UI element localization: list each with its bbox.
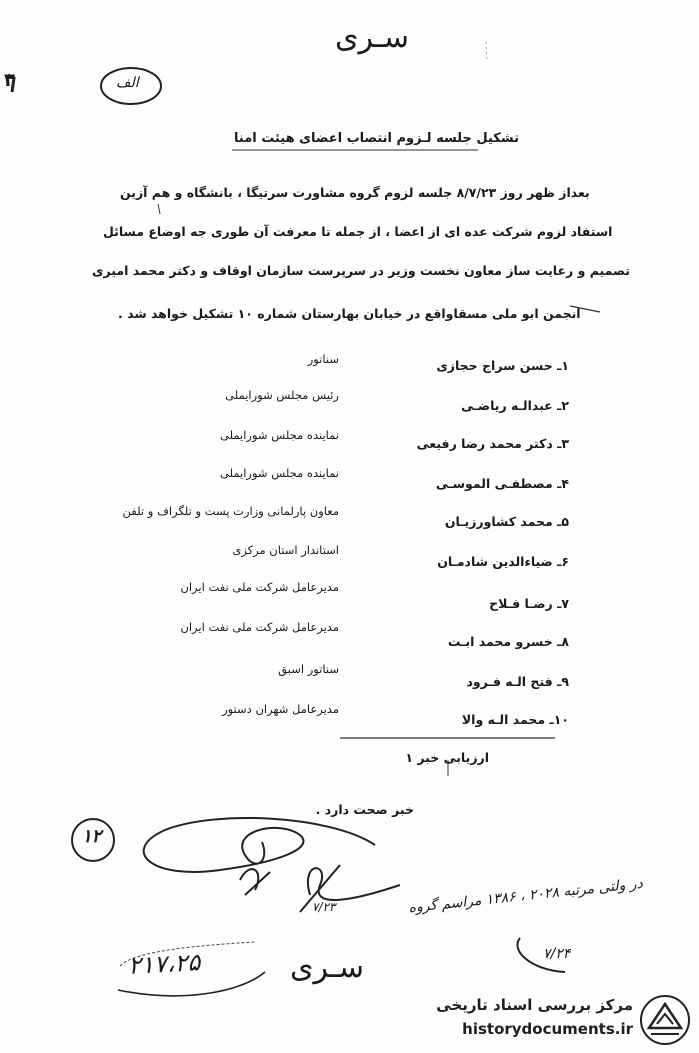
page-number: ۱۲ — [82, 826, 102, 847]
member-name: ۴ـ مصطفـی الموسـی — [435, 476, 569, 491]
member-name: ۵ـ محمد کشاورزیـان — [444, 514, 569, 529]
stamp-number: ۲۱۷،۲۵ — [127, 948, 201, 980]
member-role: مدیرعامل شهران دستور — [222, 702, 339, 716]
watermark-org-name: مرکز بررسی اسناد تاریخی — [436, 996, 633, 1014]
paragraph-line-4: انجمن ابو ملی مسقاواقع در خیابان بهارستان شماره ۱۰ تشکیل خواهد شد . — [118, 306, 581, 321]
member-role: نماینده مجلس شورایملی — [219, 428, 339, 442]
member-name: ۹ـ فتح الـه فـرود — [466, 674, 569, 689]
signature-loop — [144, 818, 375, 872]
member-role: نماینده مجلس شورایملی — [219, 466, 339, 480]
paragraph-line-2: استفاد لزوم شرکت عده ای از اعضا ، از جمله تا معرفت آن طوری جه اوضاع مسائل — [103, 224, 613, 239]
reference-label: الف — [116, 75, 139, 91]
member-name: ۷ـ رضـا فـلاح — [489, 596, 569, 611]
classification-top: سـری — [335, 20, 409, 55]
document-title: تشکیل جلسه لـزوم انتصاب اعضای هیئت امنا — [234, 131, 519, 146]
member-name: ۶ـ ضیاءالدین شادمـان — [437, 554, 569, 569]
closing-evaluation: ارزیابی خبر ۱ — [405, 750, 489, 765]
member-name: ۱۰ـ محمد الـه والا — [461, 712, 569, 727]
member-role: مدیرعامل شرکت ملی نفت ایران — [180, 620, 339, 634]
watermark — [410, 990, 695, 1048]
watermark-logo-icon — [639, 994, 691, 1046]
margin-number: ۲ — [4, 70, 15, 91]
paragraph-line-3: تصمیم و رعایت ساز معاون نخست وزیر در سرپرست سازمان اوقاف و دکتر محمد امیری — [92, 263, 630, 278]
member-role: معاون پارلمانی وزارت پست و تلگراف و تلفن — [122, 504, 339, 518]
member-role: مدیرعامل شرکت ملی نفت ایران — [180, 580, 339, 594]
note-date: ۷/۲۴ — [543, 946, 571, 962]
closing-confirmation: خبر صحت دارد . — [315, 802, 414, 817]
handwritten-note: در ولتی مرتبه ۲۰۲۸ ، ۱۳۸۶ مراسم گروه — [407, 875, 644, 917]
member-name: ۱ـ حسن سراج حجازی — [436, 358, 569, 373]
classification-bottom: سـری — [290, 950, 364, 985]
member-role: استاندار استان مرکزی — [232, 543, 339, 557]
member-name: ۲ـ عبدالـه ریاضـی — [461, 398, 569, 413]
member-role: سناتور — [307, 352, 339, 366]
paragraph-line-1: بعداز ظهر روز ۸/۷/۲۳ جلسه لزوم گروه مشاورت سرتیگا ، بانشگاه و هم آزین — [120, 185, 590, 200]
member-role: رئیس مجلس شورایملی — [225, 388, 339, 402]
member-role: سناتور اسبق — [278, 662, 339, 676]
watermark-url: historydocuments.ir — [462, 1020, 633, 1038]
member-name: ۸ـ خسرو محمد ابـت — [447, 634, 569, 649]
signature-date: ۷/۲۳ — [312, 900, 336, 914]
member-name: ۳ـ دکتر محمد رضا رفیعی — [416, 436, 569, 451]
